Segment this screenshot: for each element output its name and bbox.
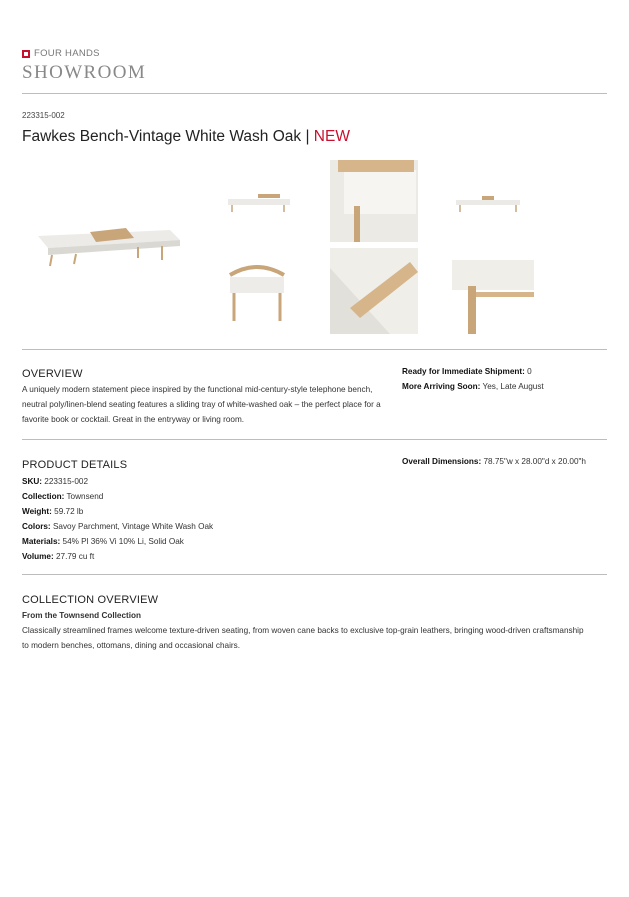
- brand-name: FOUR HANDS: [34, 48, 100, 59]
- bench-far-side-view-image: [452, 190, 524, 218]
- brand-showroom: SHOWROOM: [22, 62, 147, 83]
- bench-end-view-image: [222, 255, 292, 325]
- shipment-ready-label: Ready for Immediate Shipment:: [402, 367, 525, 376]
- detail-volume: [22, 549, 213, 564]
- detail-value: 59.72 lb: [54, 507, 84, 516]
- detail-label: SKU:: [22, 477, 43, 486]
- detail-value: 223315-002: [44, 477, 89, 486]
- divider: [22, 349, 607, 350]
- detail-collection: [22, 489, 213, 504]
- divider: [22, 439, 607, 440]
- sku-header: 223315-002: [22, 111, 65, 120]
- page-title: [22, 128, 350, 146]
- detail-label: Weight:: [22, 507, 52, 516]
- details-list: [22, 474, 213, 564]
- tray-closeup-top-image: [330, 160, 418, 242]
- bench-side-view-image: [222, 185, 296, 220]
- detail-value: Savoy Parchment, Vintage White Wash Oak: [52, 522, 214, 531]
- collection-text: Classically streamlined frames welcome texture-driven seating, from woven cane backs to exclusive top-grain leathers, bringing wood-driven craftsmanship to modern benches, ottomans, dining and occasional chairs.: [22, 626, 584, 650]
- detail-materials: [22, 534, 213, 549]
- brand-logo-icon: [22, 50, 30, 58]
- divider: [22, 93, 607, 94]
- detail-colors: [22, 519, 213, 534]
- shipment-arriving-label: More Arriving Soon:: [402, 382, 481, 391]
- detail-value: Townsend: [66, 492, 104, 501]
- shipment-ready: [402, 364, 532, 379]
- shipment-arriving: [402, 379, 544, 394]
- dimensions-label: Overall Dimensions:: [402, 457, 482, 466]
- shipment-arriving-value: Yes, Late August: [482, 382, 544, 391]
- overview-heading: OVERVIEW: [22, 368, 83, 380]
- new-badge: NEW: [313, 128, 350, 145]
- leg-detail-image: [452, 250, 534, 334]
- tray-corner-detail-image: [330, 248, 418, 334]
- detail-value: 27.79 cu ft: [55, 552, 95, 561]
- collection-subheading: From the Townsend Collection: [22, 611, 142, 620]
- detail-label: Collection:: [22, 492, 65, 501]
- divider: [22, 574, 607, 575]
- title-separator: |: [305, 128, 310, 145]
- overall-dimensions: [402, 454, 586, 469]
- detail-weight: [22, 504, 213, 519]
- shipment-ready-value: 0: [527, 367, 532, 376]
- detail-label: Colors:: [22, 522, 51, 531]
- detail-label: Materials:: [22, 537, 61, 546]
- detail-label: Volume:: [22, 552, 54, 561]
- detail-value: 54% Pl 36% Vi 10% Li, Solid Oak: [62, 537, 184, 546]
- dimensions-value: 78.75"w x 28.00"d x 20.00"h: [483, 457, 586, 466]
- detail-sku: [22, 474, 213, 489]
- collection-heading: COLLECTION OVERVIEW: [22, 594, 159, 606]
- product-title: Fawkes Bench-Vintage White Wash Oak: [22, 128, 302, 145]
- details-heading: PRODUCT DETAILS: [22, 459, 128, 471]
- bench-angled-view-image: [30, 200, 190, 280]
- overview-text: A uniquely modern statement piece inspired by the functional mid-century-style telephone bench, neutral poly/linen-blend seating features a sliding tray of white-washed oak – the perfect place for a favorite book or cocktail. Great in the entryway or living room.: [22, 385, 381, 424]
